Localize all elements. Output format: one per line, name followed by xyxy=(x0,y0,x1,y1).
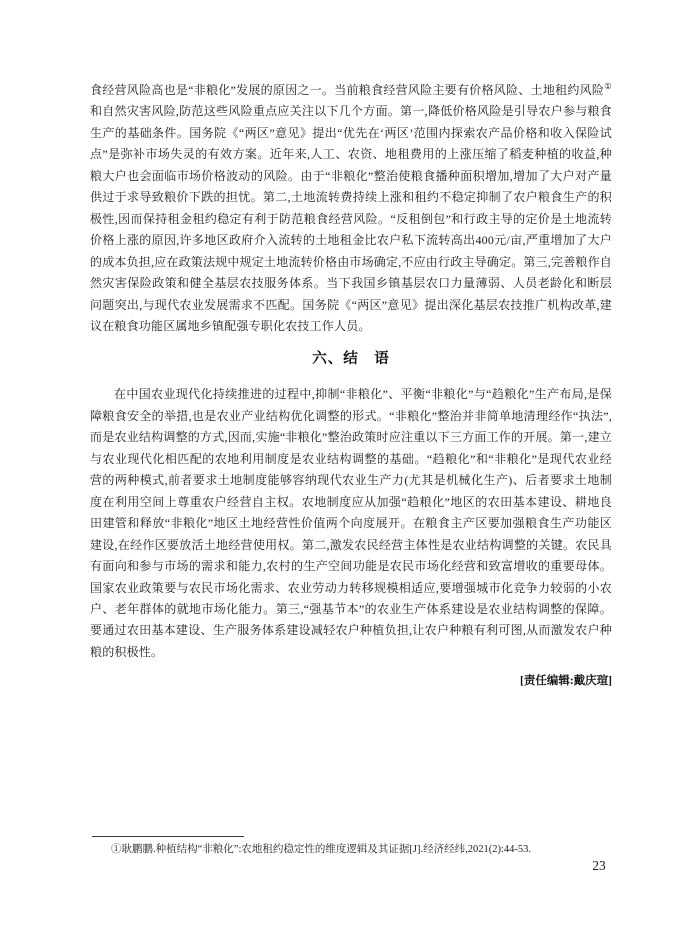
paragraph-1-text-before-ref: 食经营风险高也是“非粮化”发展的原因之一。当前粮食经营风险主要有价格风险、土地租约风险 xyxy=(90,83,605,97)
body-paragraph-2: 在中国农业现代化持续推进的过程中,抑制“非粮化”、平衡“非粮化”与“趋粮化”生产布局,是保障粮食安全的举措,也是农业产业结构优化调整的形式。“非粮化”整治并非简单地清理经作“执法”,而是农业结构调整的方式,因而,实施“非粮化”整治政策时应注重以下三方面工作的开展。第一,建立与农业现代化相匹配的农地利用制度是农业结构调整的基础。“趋粮化”和“非粮化”是现代农业经营的两种模式,前者要求土地制度能够容纳现代农业生产力(尤其是机械化生产)、后者要求土地制度在利用空间上尊重农户经营自主权。农地制度应从加强“趋粮化”地区的农田基本建设、耕地良田建管和释放“非粮化”地区土地经营性价值两个向度展开。在粮食主产区要加强粮食生产功能区建设,在经作区要放活土地经营使用权。第二,激发农民经营主体性是农业结构调整的关键。农民具有面向和参与市场的需求和能力,农村的生产空间功能是农民市场化经营和致富增收的重要母体。国家农业政策要与农民市场化需求、农业劳动力转移规模相适应,要增强城市化竞争力较弱的小农户、老年群体的就地市场化能力。第三,“强基节本”的农业生产体系建设是农业结构调整的保障。要通过农田基本建设、生产服务体系建设减轻农户种植负担,让农户种粮有利可图,从而激发农户种粮的积极性。 xyxy=(90,387,612,659)
footnote-divider xyxy=(92,836,244,837)
footnote-section xyxy=(90,836,612,857)
paragraph-1-text-after-ref: 和自然灾害风险,防范这些风险重点应关注以下几个方面。第一,降低价格风险是引导农户参与粮食生产的基础条件。国务院《“两区”意见》提出“优先在‘两区’范围内探索农产品价格和收入保险试点”是弥补市场失灵的有效方案。近年来,人工、农资、地租费用的上涨压缩了稻麦种植的收益,种粮大户也会面临市场价格波动的风险。由于“非粮化”整治使粮食播种面积增加,增加了大户对产量供过于求导致粮价下跌的担忧。第二,土地流转费持续上涨和租约不稳定抑制了农户粮食生产的积极性,因而保持租金租约稳定有利于防范粮食经营风险。“反租倒包”和行政主导的定价是土地流转价格上涨的原因,许多地区政府介入流转的土地租金比农户私下流转高出400元/亩,严重增加了大户的成本负担,应在政策法规中规定土地流转价格由市场确定,不应由行政主导确定。第三,完善粮作自然灾害保险政策和健全基层农技服务体系。当下我国乡镇基层农口力量薄弱、人员老龄化和断层问题突出,与现代农业发展需求不匹配。国务院《“两区”意见》提出深化基层农技推广机构改革,建议在粮食功能区属地乡镇配强专职化农技工作人员。 xyxy=(90,104,613,333)
page-number: 23 xyxy=(592,858,606,873)
article-body xyxy=(90,80,612,688)
section-heading-conclusion: 六、结 语 xyxy=(312,351,390,368)
footnote-ref-marker: ① xyxy=(604,81,612,91)
responsible-editor-note: [责任编辑:戴庆瑄] xyxy=(520,675,612,688)
body-paragraph-1 xyxy=(90,80,612,337)
footnote-reference: ①耿鹏鹏.种植结构“非粮化”:农地租约稳定性的维度逻辑及其证据[J].经济经纬,2021(2):44-53. xyxy=(111,844,531,855)
